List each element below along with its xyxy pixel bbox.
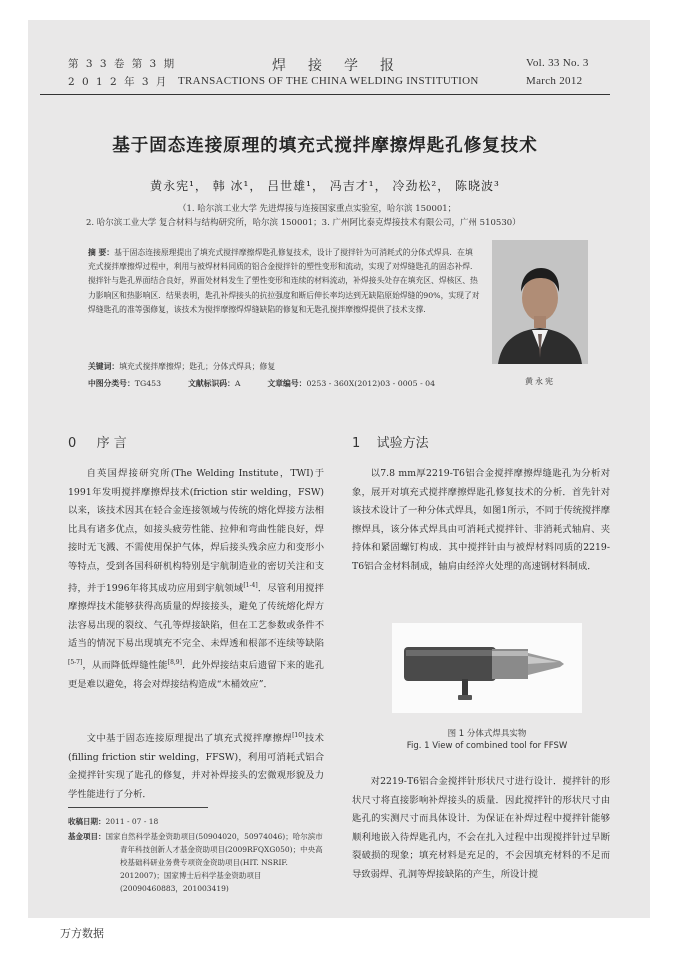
method-paragraph-2: 对2219-T6铝合金搅拌针形状尺寸进行设计．搅拌针的形状尺寸将直接影响补焊接头的质量．因此搅拌针的形状尺寸由匙孔的实测尺寸而具体设计．为保证在补焊过程中搅拌针能够顺利地嵌入待焊匙孔内，不会在扎入过程中出现搅拌针过早断裂破损的现象；填充材料是充足的，不会因填充材料的不足而导致弱焊、孔洞等焊接缺陷的产生，所设计搅	[352, 776, 610, 880]
abstract-label: 摘 要：	[88, 248, 115, 257]
citation-5-7: [5-7]	[68, 659, 83, 667]
citation-1-4: [1-4]	[243, 581, 258, 589]
intro-p1-text: 自英国焊接研究所(The Welding Institute，TWI)于1991年发明搅拌摩擦焊技术(friction stir welding，FSW)以来，该技术因其在轻合金连接领域与传统的熔化焊接方法相比具有诸多优点，如接头疲劳性能、拉伸和弯曲性能良好，焊接时无飞溅、不需使用保护气体，焊后接头残余应力和变形小等特点，受到各国科研机构特别是宇航制造业的密切关注和支持，并于1996年将其成功应用到宇航领域	[68, 468, 324, 594]
section-0-number: 0	[68, 436, 77, 451]
keywords-label: 关键词：	[88, 362, 120, 371]
keywords-text: 填充式搅拌摩擦焊；匙孔；分体式焊具；修复	[119, 362, 276, 371]
classification-line	[88, 378, 435, 389]
section-1-title: 试验方法	[376, 436, 429, 451]
doc-code-label: 文献标识码：	[188, 379, 235, 388]
intro-p1-text-c: ，从而降低焊缝性能	[82, 660, 168, 672]
clc-label: 中图分类号：	[88, 379, 135, 388]
intro-p1-text-b: ．尽管利用搅拌摩擦焊技术能够获得高质量的焊接接头，避免了传统熔化焊方法容易出现的裂纹、气孔等焊接缺陷，但在工艺参数或条件不适当的情况下易出现填充不完全、未焊透和根部不连续等缺陷	[68, 582, 324, 650]
method-paragraph-1: 以7.8 mm厚2219-T6铝合金搅拌摩擦焊缝匙孔为分析对象，展开对填充式搅拌摩擦焊匙孔修复技术的分析．首先针对该技术设计了一种分体式焊具，如图1所示，不同于传统搅拌摩擦焊具，该分体式焊具由可消耗式搅拌针、非消耗式轴肩、夹持体和紧固螺钉构成．其中搅拌针由与被焊材料同质的2219-T6铝合金材料制成，轴肩由经淬火处理的高速钢材料制成．	[352, 468, 610, 572]
funding-note	[68, 830, 324, 895]
author-portrait	[492, 240, 588, 364]
section-0-heading	[68, 432, 127, 451]
header-rule	[40, 94, 610, 95]
author-portrait-drawing	[492, 240, 588, 364]
intro-p2-text-b: 技术(filling friction stir welding，FFSW)，利用可消耗式铝合金搅拌针实现了匙孔的修复，并对补焊接头的宏微观形貌及力学性能进行了分析．	[68, 733, 324, 800]
citation-8-9: [8,9]	[167, 659, 182, 667]
funding-value: 国家自然科学基金资助项目(50904020，50974046)；哈尔滨市青年科技创新人才基金资助项目(2009RFQXG050)；中央高校基础科研业务费专项资金资助项目(HIT. NSRIF. 2012007)；国家博士后科学基金资助项目(20090460883，201003419)	[105, 832, 323, 893]
figure-1-caption-cn: 图 1 分体式焊具实物	[447, 729, 527, 739]
abstract	[88, 246, 480, 317]
date-cn: 2 0 1 2 年 3 月	[68, 76, 169, 88]
footnote-rule	[68, 807, 208, 808]
funding-label: 基金项目：	[68, 832, 106, 841]
affiliation-line-2: 2. 哈尔滨工业大学 复合材料与结构研究所，哈尔滨 150001；3. 广州阿比泰克焊接技术有限公司，广州 510530）	[86, 218, 521, 228]
date-en: March 2012	[526, 75, 583, 87]
database-watermark: 万方数据	[60, 927, 104, 940]
figure-1-caption-en: Fig. 1 View of combined tool for FFSW	[406, 741, 568, 751]
received-label: 收稿日期：	[68, 817, 106, 826]
citation-10: [10]	[292, 732, 305, 739]
intro-paragraph-1	[68, 465, 324, 694]
clc-code: TG453	[134, 379, 162, 388]
author-list: 黄永宪¹， 韩 冰¹， 吕世雄¹， 冯吉才¹， 冷劲松²， 陈晓波³	[150, 179, 500, 193]
section-1-heading	[352, 432, 429, 451]
section-1-number: 1	[352, 436, 361, 451]
combined-tool-image	[392, 623, 582, 713]
article-number: 0253 - 360X(2012)03 - 0005 - 04	[306, 379, 436, 388]
received-date	[68, 815, 324, 828]
author-portrait-caption: 黄永宪	[525, 377, 555, 386]
received-value: 2011 - 07 - 18	[105, 817, 159, 826]
volume-issue-cn: 第 3 3 卷 第 3 期	[68, 58, 177, 70]
volume-issue-en: Vol. 33 No. 3	[526, 57, 589, 69]
intro-p2-text: 文中基于固态连接原理提出了填充式搅拌摩擦焊	[86, 733, 293, 745]
intro-p1-text-d: ．此外焊接结束后遗留下来的匙孔更是难以避免，将会对焊接结构造成“木桶效应”．	[68, 660, 324, 690]
journal-title-cn: 焊接学报	[272, 58, 416, 74]
paper-title: 基于固态连接原理的填充式搅拌摩擦焊匙孔修复技术	[112, 136, 538, 156]
section-0-title: 序 言	[96, 436, 127, 451]
keywords	[88, 361, 275, 372]
article-number-label: 文章编号：	[267, 379, 307, 388]
doc-code: A	[234, 379, 241, 388]
figure-1-photo	[392, 623, 582, 713]
journal-title-en: TRANSACTIONS OF THE CHINA WELDING INSTITUTION	[178, 75, 479, 87]
abstract-text: 基于固态连接原理提出了填充式搅拌摩擦焊匙孔修复技术，设计了搅拌针为可消耗式的分体式焊具．在填充式搅拌摩擦焊过程中，利用与被焊材料同质的铝合金搅拌针的塑性变形和流动，实现了对焊缝匙孔的固态补焊．搅拌针与匙孔界面结合良好，界面处材料发生了塑性变形和连续的材料流动，补焊接头处存在填充区、焊核区、热力影响区和热影响区．结果表明，匙孔补焊接头的抗拉强度和断后伸长率均达到无缺陷原始焊缝的90%，实现了对焊缝匙孔的准等强修复，该技术为搅拌摩擦焊焊缝缺陷的修复和无匙孔搅拌摩擦焊提供了技术支撑．	[88, 248, 480, 314]
affiliation-line-1: （1. 哈尔滨工业大学 先进焊接与连接国家重点实验室，哈尔滨 150001；	[178, 204, 457, 214]
intro-paragraph-2	[68, 727, 324, 804]
